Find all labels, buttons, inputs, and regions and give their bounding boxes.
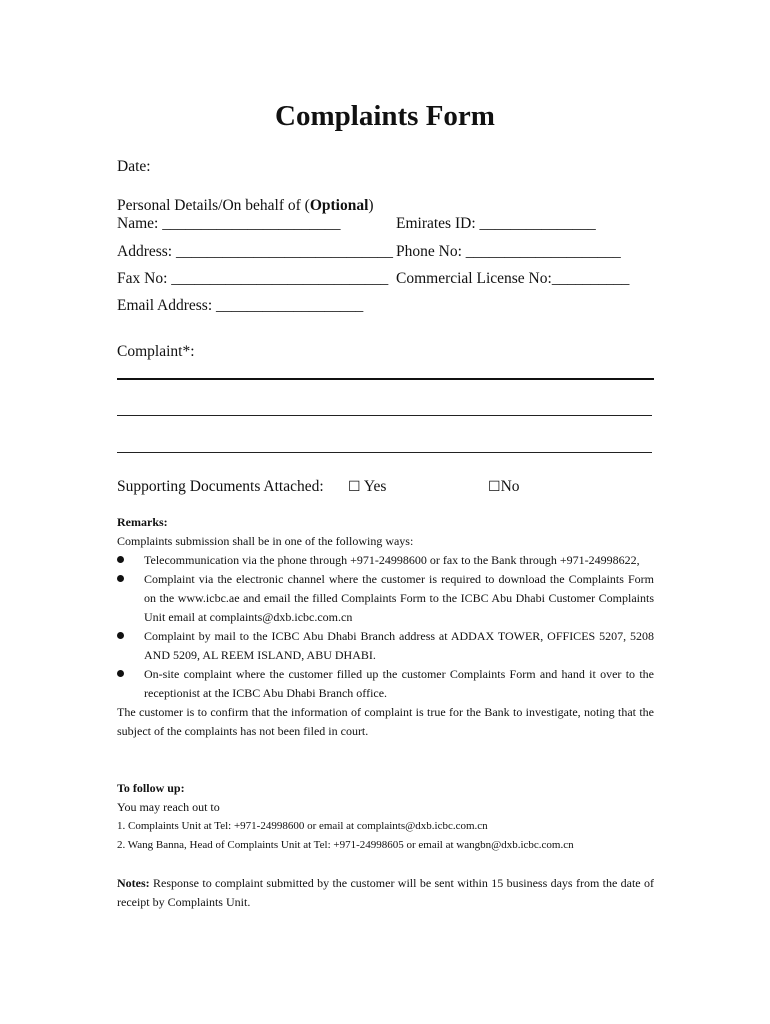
remarks-item-text: Complaint via the electronic channel where the customer is required to download the Complaints Form on the www.icbc.ae and email the filled Complaints Form to the ICBC Abu Dhabi Customer Complaints Unit email at complaints@dxb.icbc.com.cn <box>144 572 654 624</box>
email-field[interactable] <box>117 297 363 315</box>
address-field[interactable] <box>117 243 393 261</box>
page-title: Complaints Form <box>275 100 495 132</box>
complaint-line-2[interactable] <box>117 415 652 416</box>
address-label: Address: <box>117 243 176 260</box>
remarks-item-text: Complaint by mail to the ICBC Abu Dhabi Branch address at ADDAX TOWER, OFFICES 5207, 5208 AND 5209, AL REEM ISLAND, ABU DHABI. <box>144 629 654 662</box>
follow-up-section <box>117 779 654 855</box>
bullet-icon <box>117 575 124 582</box>
no-label: No <box>500 478 520 495</box>
name-blank[interactable]: _______________________ <box>162 215 341 232</box>
follow-up-contact: 2. Wang Banna, Head of Complaints Unit at Tel: +971-24998605 or email at wangbn@dxb.icbc.com.cn <box>117 839 574 851</box>
personal-details-heading <box>117 197 374 215</box>
commercial-license-label: Commercial License No: <box>396 270 552 287</box>
yes-checkbox[interactable]: ☐ <box>348 479 361 495</box>
date-label: Date: <box>117 158 151 175</box>
remarks-intro: Complaints submission shall be in one of the following ways: <box>117 534 414 548</box>
list-item <box>117 627 654 665</box>
remarks-item-text: On-site complaint where the customer filled up the customer Complaints Form and hand it over to the receptionist at the ICBC Abu Dhabi Branch office. <box>144 667 654 700</box>
personal-heading-suffix: ) <box>368 197 374 214</box>
remarks-heading: Remarks: <box>117 515 168 529</box>
notes-text: Response to complaint submitted by the customer will be sent within 15 business days from the date of receipt by Complaints Unit. <box>117 876 654 909</box>
follow-up-heading: To follow up: <box>117 781 185 795</box>
supporting-documents-label: Supporting Documents Attached: <box>117 478 324 495</box>
list-item <box>117 665 654 703</box>
emirates-id-label: Emirates ID: <box>396 215 480 232</box>
bullet-icon <box>117 632 124 639</box>
follow-up-contact: 1. Complaints Unit at Tel: +971-24998600 or email at complaints@dxb.icbc.com.cn <box>117 820 488 832</box>
phone-field[interactable] <box>396 243 621 261</box>
fax-label: Fax No: <box>117 270 172 287</box>
name-field[interactable] <box>117 215 340 233</box>
phone-blank[interactable]: ____________________ <box>465 243 621 260</box>
remarks-item-text: Telecommunication via the phone through +971-24998600 or fax to the Bank through +971-24998622, <box>144 553 640 567</box>
notes-label: Notes: <box>117 876 150 890</box>
remarks-section <box>117 513 654 741</box>
yes-label: Yes <box>360 478 387 495</box>
address-blank[interactable]: ____________________________ <box>175 243 393 260</box>
bullet-icon <box>117 556 124 563</box>
no-checkbox[interactable]: ☐ <box>488 479 501 495</box>
notes-section <box>117 874 654 912</box>
remarks-closing: The customer is to confirm that the information of complaint is true for the Bank to investigate, noting that the subject of the complaints has not been filed in court. <box>117 705 654 738</box>
fax-field[interactable] <box>117 270 388 288</box>
yes-option[interactable] <box>348 478 386 496</box>
list-item <box>117 551 654 570</box>
name-label: Name: <box>117 215 163 232</box>
no-option[interactable] <box>488 478 520 496</box>
optional-label: Optional <box>309 197 369 214</box>
list-item <box>117 570 654 627</box>
bullet-icon <box>117 670 124 677</box>
emirates-id-field[interactable] <box>396 215 596 233</box>
complaint-label: Complaint*: <box>117 343 195 360</box>
phone-label: Phone No: <box>396 243 466 260</box>
complaint-line-3[interactable] <box>117 452 652 453</box>
commercial-license-blank[interactable]: __________ <box>551 270 630 287</box>
follow-up-intro: You may reach out to <box>117 800 220 814</box>
personal-heading-prefix: Personal Details/On behalf of ( <box>117 197 310 214</box>
fax-blank[interactable]: ____________________________ <box>171 270 389 287</box>
complaint-line-1[interactable] <box>117 378 654 380</box>
email-blank[interactable]: ___________________ <box>216 297 364 314</box>
emirates-id-blank[interactable]: _______________ <box>479 215 596 232</box>
email-label: Email Address: <box>117 297 217 314</box>
commercial-license-field[interactable] <box>396 270 629 288</box>
